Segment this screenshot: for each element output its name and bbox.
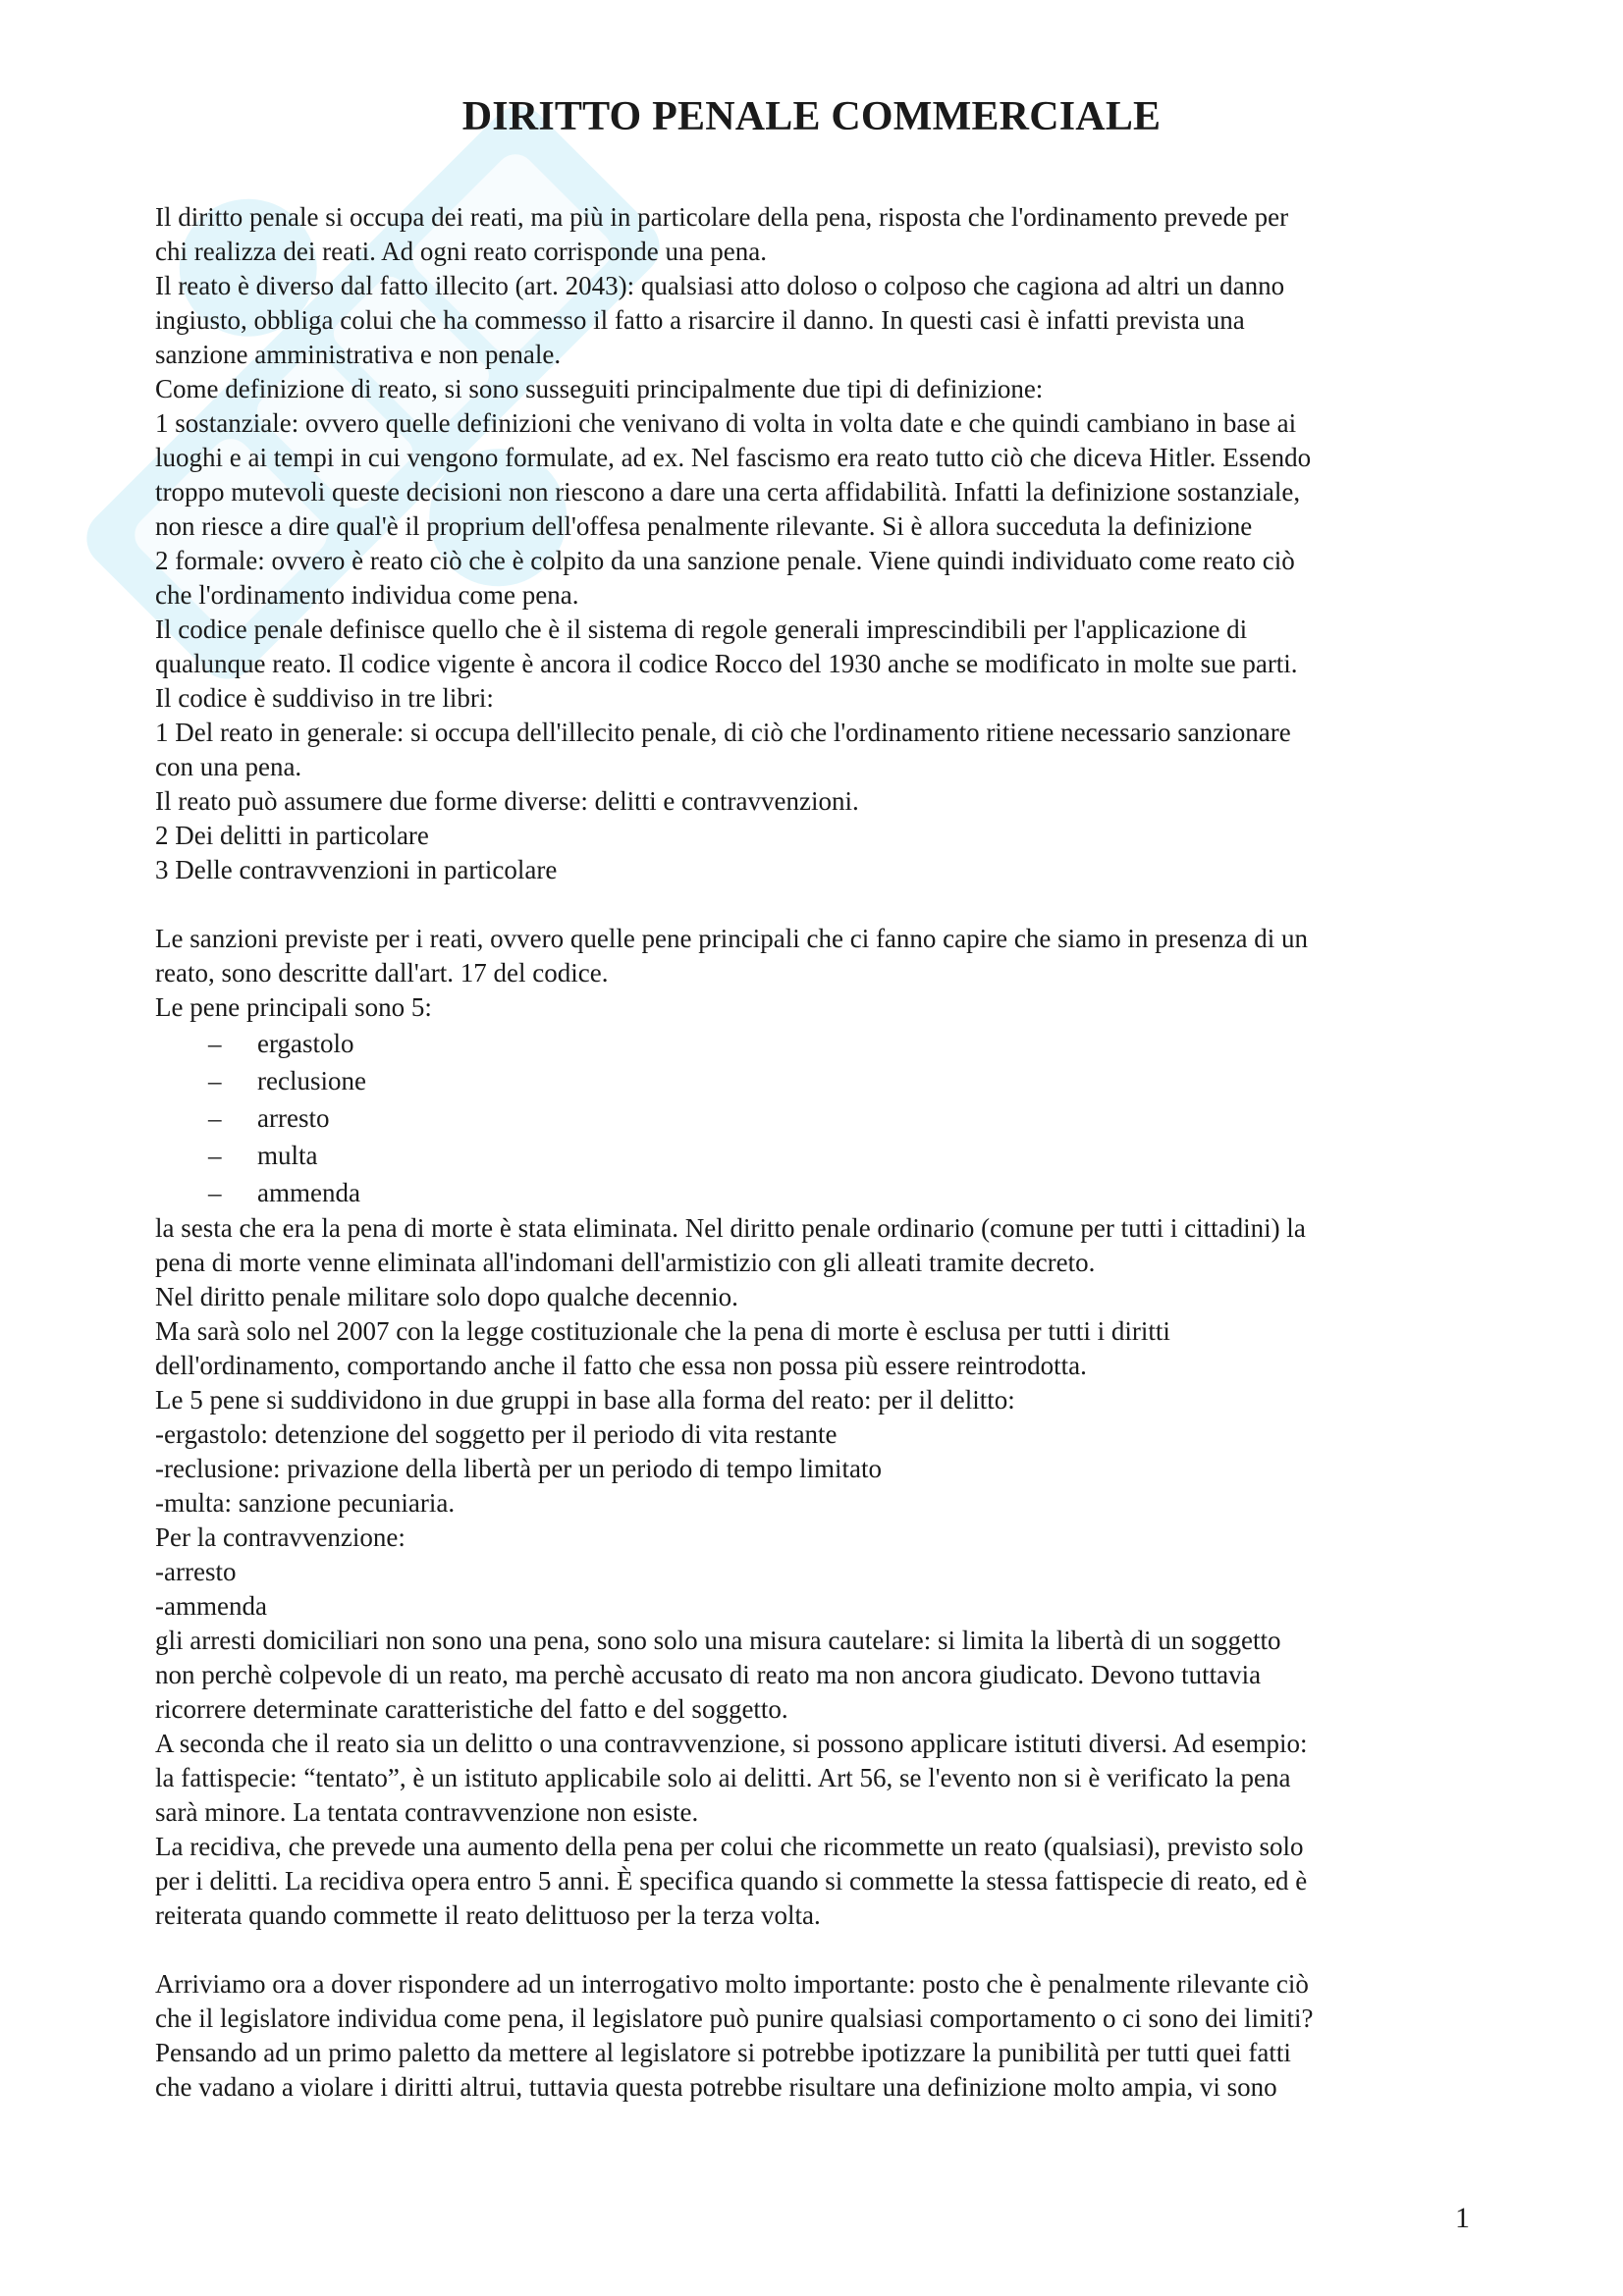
text-line: luoghi e ai tempi in cui vengono formulate, ad ex. Nel fascismo era reato tutto ciò che diceva Hitler. Essendo [155, 443, 1312, 472]
list-item [155, 1099, 1490, 1137]
section-intro [155, 200, 1490, 887]
page-number: 1 [1455, 2202, 1470, 2234]
section-final [155, 1967, 1490, 2105]
text-line: Il diritto penale si occupa dei reati, ma più in particolare della pena, risposta che l'ordinamento prevede per [155, 202, 1289, 232]
text-line: pena di morte venne eliminata all'indomani dell'armistizio con gli alleati tramite decreto. [155, 1248, 1096, 1277]
text-line: sanzione amministrativa e non penale. [155, 340, 562, 369]
text-line: 3 Delle contravvenzioni in particolare [155, 855, 558, 884]
text-line: reiterata quando commette il reato delittuoso per la terza volta. [155, 1900, 821, 1930]
text-line: Il reato è diverso dal fatto illecito (art. 2043): qualsiasi atto doloso o colposo che cagiona ad altri un danno [155, 271, 1285, 300]
text-line: che l'ordinamento individua come pena. [155, 580, 579, 610]
list-item-text: multa [257, 1141, 318, 1170]
text-line: 1 Del reato in generale: si occupa dell'illecito penale, di ciò che l'ordinamento ritiene necessario sanzionare [155, 718, 1291, 747]
text-line: 2 Dei delitti in particolare [155, 821, 429, 850]
list-item [155, 1174, 1490, 1211]
text-line: Per la contravvenzione: [155, 1522, 406, 1552]
text-line: Le pene principali sono 5: [155, 992, 432, 1022]
text-line: troppo mutevoli queste decisioni non riescono a dare una certa affidabilità. Infatti la definizione sostanziale, [155, 477, 1301, 507]
text-line: La recidiva, che prevede una aumento della pena per colui che ricommette un reato (qualsiasi), previsto solo [155, 1832, 1304, 1861]
text-line: -arresto [155, 1557, 237, 1586]
bullet-dash: – [208, 1103, 222, 1133]
text-line: la fattispecie: “tentato”, è un istituto applicabile solo ai delitti. Art 56, se l'evento non si è verificato la pena [155, 1763, 1291, 1792]
text-line: 2 formale: ovvero è reato ciò che è colpito da una sanzione penale. Viene quindi individuato come reato ciò [155, 546, 1295, 575]
text-line: 1 sostanziale: ovvero quelle definizioni che venivano di volta in volta date e che quindi cambiano in base ai [155, 408, 1297, 438]
text-line: Il codice penale definisce quello che è il sistema di regole generali imprescindibili per l'applicazione di [155, 614, 1248, 644]
text-line: -reclusione: privazione della libertà per un periodo di tempo limitato [155, 1454, 883, 1483]
text-line: con una pena. [155, 752, 302, 781]
list-item [155, 1025, 1490, 1062]
text-line: Le sanzioni previste per i reati, ovvero quelle pene principali che ci fanno capire che siamo in presenza di un [155, 924, 1309, 953]
text-line: Ma sarà solo nel 2007 con la legge costituzionale che la pena di morte è esclusa per tutti i diritti [155, 1316, 1170, 1346]
list-item-text: ergastolo [257, 1029, 354, 1058]
text-line: che il legislatore individua come pena, il legislatore può punire qualsiasi comportamento o ci sono dei limiti? [155, 2003, 1314, 2033]
list-item [155, 1137, 1490, 1174]
text-line: Pensando ad un primo paletto da mettere al legislatore si potrebbe ipotizzare la punibilità per tutti quei fatti [155, 2038, 1291, 2067]
text-line: Arriviamo ora a dover rispondere ad un interrogativo molto importante: posto che è penalmente rilevante ciò [155, 1969, 1309, 1999]
text-line: Il codice è suddiviso in tre libri: [155, 683, 494, 713]
list-item-text: arresto [257, 1103, 330, 1133]
bullet-dash: – [208, 1029, 222, 1058]
penalties-list [155, 1025, 1490, 1211]
text-line: Nel diritto penale militare solo dopo qualche decennio. [155, 1282, 738, 1311]
list-item [155, 1062, 1490, 1099]
text-line: -multa: sanzione pecuniaria. [155, 1488, 456, 1518]
text-line: ingiusto, obbliga colui che ha commesso il fatto a risarcire il danno. In questi casi è infatti prevista una [155, 305, 1245, 335]
text-line: reato, sono descritte dall'art. 17 del codice. [155, 958, 609, 988]
text-line: la sesta che era la pena di morte è stata eliminata. Nel diritto penale ordinario (comune per tutti i cittadini) la [155, 1213, 1306, 1243]
text-line: Come definizione di reato, si sono susseguiti principalmente due tipi di definizione: [155, 374, 1044, 403]
text-line: A seconda che il reato sia un delitto o una contravvenzione, si possono applicare istituti diversi. Ad esempio: [155, 1729, 1308, 1758]
text-line: -ergastolo: detenzione del soggetto per il periodo di vita restante [155, 1419, 838, 1449]
text-line: non riesce a dire qual'è il proprium dell'offesa penalmente rilevante. Si è allora succeduta la definizione [155, 511, 1253, 541]
text-line: dell'ordinamento, comportando anche il fatto che essa non possa più essere reintrodotta. [155, 1351, 1087, 1380]
text-line: ricorrere determinate caratteristiche del fatto e del soggetto. [155, 1694, 788, 1724]
section-sanctions [155, 922, 1490, 1025]
text-line: -ammenda [155, 1591, 267, 1621]
list-item-text: reclusione [257, 1066, 366, 1095]
text-line: chi realizza dei reati. Ad ogni reato corrisponde una pena. [155, 237, 767, 266]
body-text [155, 200, 1490, 2105]
text-line: che vadano a violare i diritti altrui, tuttavia questa potrebbe risultare una definizione molto ampia, vi sono [155, 2072, 1277, 2102]
text-line: non perchè colpevole di un reato, ma perchè accusato di reato ma non ancora giudicato. Devono tuttavia [155, 1660, 1262, 1689]
paragraph-gap [155, 1933, 1490, 1967]
bullet-dash: – [208, 1066, 222, 1095]
text-line: Le 5 pene si suddividono in due gruppi in base alla forma del reato: per il delitto: [155, 1385, 1015, 1415]
bullet-dash: – [208, 1141, 222, 1170]
paragraph-gap [155, 887, 1490, 922]
text-line: qualunque reato. Il codice vigente è ancora il codice Rocco del 1930 anche se modificato in molte sue parti. [155, 649, 1298, 678]
page-title: DIRITTO PENALE COMMERCIALE [461, 94, 1162, 139]
list-item-text: ammenda [257, 1178, 360, 1207]
text-line: gli arresti domiciliari non sono una pena, sono solo una misura cautelare: si limita la libertà di un soggetto [155, 1626, 1281, 1655]
text-line: per i delitti. La recidiva opera entro 5 anni. È specifica quando si commette la stessa fattispecie di reato, ed è [155, 1866, 1308, 1896]
text-line: Il reato può assumere due forme diverse: delitti e contravvenzioni. [155, 786, 859, 816]
section-penalties-detail [155, 1211, 1490, 1933]
text-line: sarà minore. La tentata contravvenzione non esiste. [155, 1797, 699, 1827]
bullet-dash: – [208, 1178, 222, 1207]
